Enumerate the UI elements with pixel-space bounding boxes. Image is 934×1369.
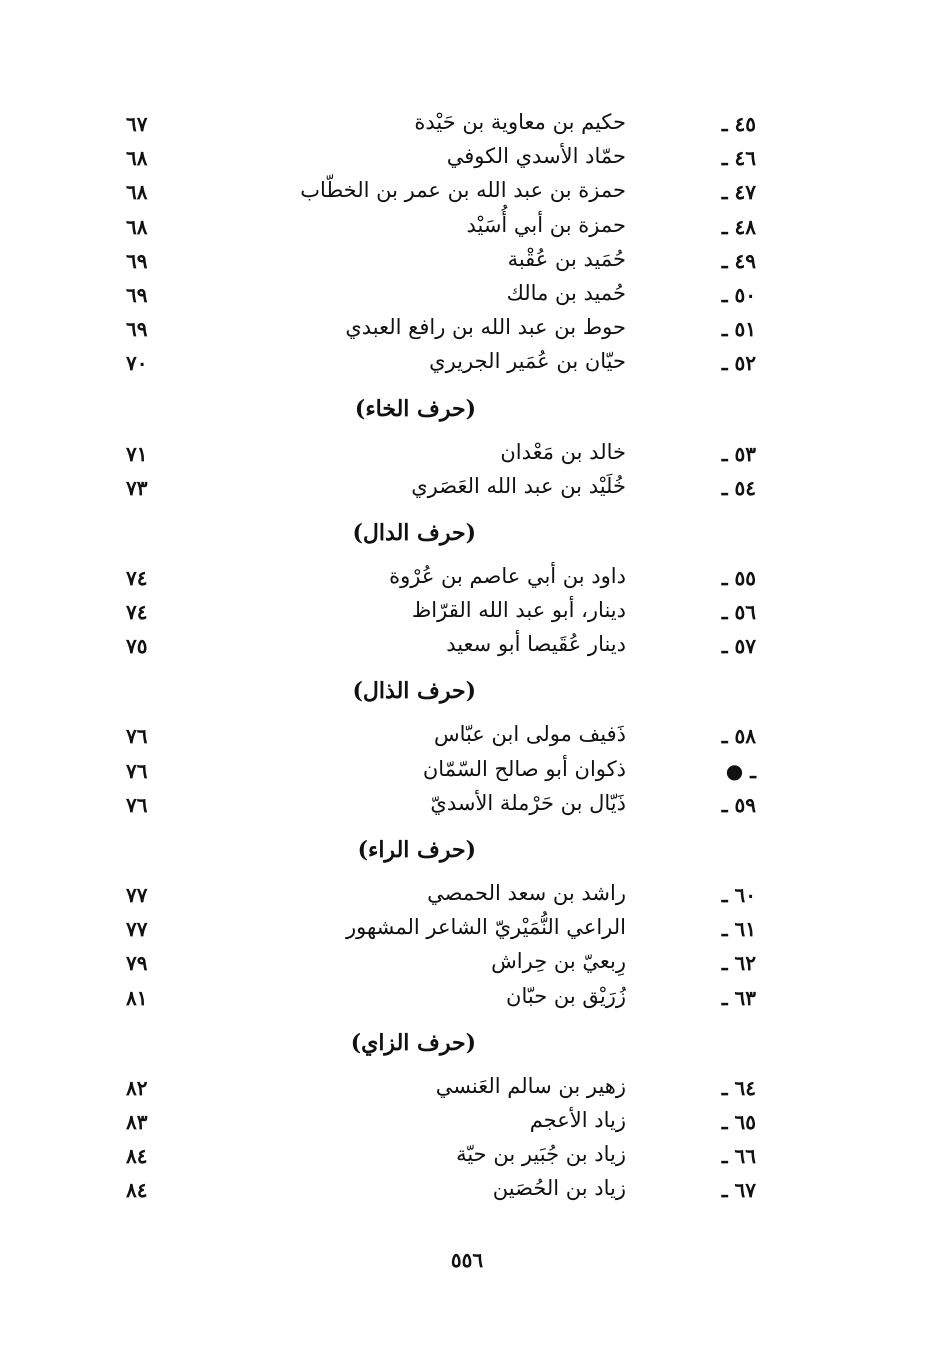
entry-number: ٥٩ ـ (721, 792, 756, 817)
entry-number: ٥٨ ـ (721, 724, 756, 749)
section-heading (0, 664, 934, 720)
index-entry (0, 472, 934, 506)
entry-page: ٧٤ (126, 565, 148, 590)
entry-number: ٥٣ ـ (721, 441, 756, 466)
entry-page: ٦٧ (126, 112, 148, 136)
entry-number: ٤٩ ـ (721, 248, 756, 273)
index-entry (0, 438, 934, 472)
entry-number: ٥٤ ـ (721, 475, 756, 500)
entry-page: ٦٨ (126, 146, 148, 171)
entry-name: حمزة بن أبي أُسَيْد (466, 212, 626, 237)
entry-number: ٤٨ ـ (721, 214, 756, 239)
entry-number: ٦٤ ـ (721, 1075, 756, 1100)
entry-name: حيّان بن عُمَير الجريري (429, 349, 626, 374)
entry-page: ٦٨ (126, 180, 148, 205)
entry-name: زهير بن سالم العَنسي (435, 1073, 626, 1098)
entry-page: ٨٤ (126, 1144, 148, 1169)
section-heading-text: (حرف الراء) (357, 837, 476, 863)
section-heading-text: (حرف الزاي) (350, 1029, 476, 1056)
entry-number: ٥٠ ـ (721, 282, 756, 307)
index-entry (0, 1140, 934, 1174)
entry-name: زياد بن الحُصَين (492, 1176, 626, 1201)
index-entry (0, 789, 934, 823)
entry-name: زُرَيْق بن حبّان (506, 983, 626, 1008)
entry-name: زياد بن جُبَير بن حيّة (456, 1142, 626, 1167)
index-entry (0, 879, 934, 913)
entry-name: حمّاد الأسدي الكوفي (446, 144, 626, 169)
entry-page: ٧٦ (126, 758, 148, 783)
entry-page: ٧٣ (126, 475, 148, 500)
entry-name: راشد بن سعد الحمصي (427, 881, 626, 905)
index-entry (0, 279, 934, 313)
entry-page: ٧٤ (126, 600, 148, 625)
entry-number: ٥٢ ـ (721, 351, 756, 376)
entry-number: ٦٧ ـ (721, 1178, 756, 1203)
index-entry (0, 720, 934, 754)
index-entry (0, 755, 934, 789)
entry-name: خُلَيْد بن عبد الله العَصَري (411, 473, 626, 498)
section-heading (0, 382, 934, 438)
index-page (0, 108, 934, 1209)
section-heading-text: (حرف الذال) (352, 678, 476, 705)
entry-name: حوط بن عبد الله بن رافع العبدي (345, 315, 626, 340)
entry-page: ٧٧ (126, 883, 148, 907)
entry-page: ٨٤ (126, 1178, 148, 1203)
entry-number: ٦٢ ـ (721, 951, 756, 976)
entry-page: ٧٥ (126, 634, 148, 659)
index-entry (0, 211, 934, 245)
entry-name: حمزة بن عبد الله بن عمر بن الخطّاب (300, 178, 626, 203)
index-entry (0, 347, 934, 381)
section-heading-text: (حرف الدال) (352, 519, 476, 546)
entry-number: ٥١ ـ (721, 317, 756, 342)
index-entry (0, 913, 934, 947)
entry-name: خالد بن مَعْدان (500, 439, 626, 464)
entry-page: ٨١ (126, 985, 148, 1010)
entry-name: الراعي النُّمَيْريّ الشاعر المشهور (345, 915, 626, 940)
index-entry (0, 313, 934, 347)
index-entry (0, 947, 934, 981)
index-entry (0, 982, 934, 1016)
entry-number: ٦٦ ـ (721, 1144, 756, 1169)
entry-number: ٥٥ ـ (721, 565, 756, 590)
entry-page: ٦٩ (126, 282, 148, 307)
index-entry (0, 562, 934, 596)
entry-page: ٦٩ (126, 248, 148, 273)
entry-number: ● ـ (725, 758, 756, 783)
entry-page: ٨٢ (126, 1075, 148, 1100)
entry-page: ٧١ (126, 441, 148, 466)
entry-name: حُمَيد بن عُقْبة (507, 246, 626, 271)
section-heading (0, 1016, 934, 1072)
page-number: ٥٥٦ (450, 1248, 484, 1272)
entry-number: ٤٥ ـ (721, 112, 756, 136)
entry-page: ٧٦ (126, 724, 148, 749)
entry-page: ٦٩ (126, 317, 148, 342)
entry-name: داود بن أبي عاصم بن عُرْوة (389, 563, 626, 588)
entry-page: ٧٧ (126, 917, 148, 942)
entry-name: حُميد بن مالك (506, 280, 626, 305)
entry-page: ٧٦ (126, 792, 148, 817)
section-heading (0, 506, 934, 562)
entry-number: ٥٧ ـ (721, 634, 756, 659)
index-entry (0, 596, 934, 630)
entry-number: ٦٠ ـ (721, 883, 756, 907)
entry-number: ٤٦ ـ (721, 146, 756, 171)
entry-number: ٦٣ ـ (721, 985, 756, 1010)
entry-name: ذَفيف مولى ابن عبّاس (433, 722, 626, 747)
section-heading-text: (حرف الخاء) (354, 395, 476, 422)
entry-number: ٤٧ ـ (721, 180, 756, 205)
index-entry (0, 245, 934, 279)
index-entry (0, 1174, 934, 1208)
entry-name: دينار، أبو عبد الله القرّاظ (411, 598, 626, 623)
section-heading (0, 823, 934, 879)
index-entry (0, 108, 934, 142)
entry-name: ذكوان أبو صالح السّمّان (422, 756, 626, 781)
entry-name: زياد الأعجم (529, 1107, 626, 1132)
entry-page: ٧٠ (126, 351, 148, 376)
index-entry (0, 142, 934, 176)
entry-page: ٧٩ (126, 951, 148, 976)
entry-name: ذَيّال بن حَرْملة الأسديّ (430, 790, 626, 815)
index-entry (0, 1072, 934, 1106)
entry-name: دينار عُقَيصا أبو سعيد (446, 632, 626, 657)
entry-name: رِبعيّ بن حِراش (491, 949, 626, 974)
index-entry (0, 176, 934, 210)
entry-number: ٦١ ـ (721, 917, 756, 942)
entry-page: ٦٨ (126, 214, 148, 239)
index-entry (0, 1106, 934, 1140)
index-entry (0, 630, 934, 664)
entry-page: ٨٣ (126, 1109, 148, 1134)
entry-name: حكيم بن معاوية بن حَيْدة (414, 110, 626, 134)
entry-number: ٥٦ ـ (721, 600, 756, 625)
entry-number: ٦٥ ـ (721, 1109, 756, 1134)
